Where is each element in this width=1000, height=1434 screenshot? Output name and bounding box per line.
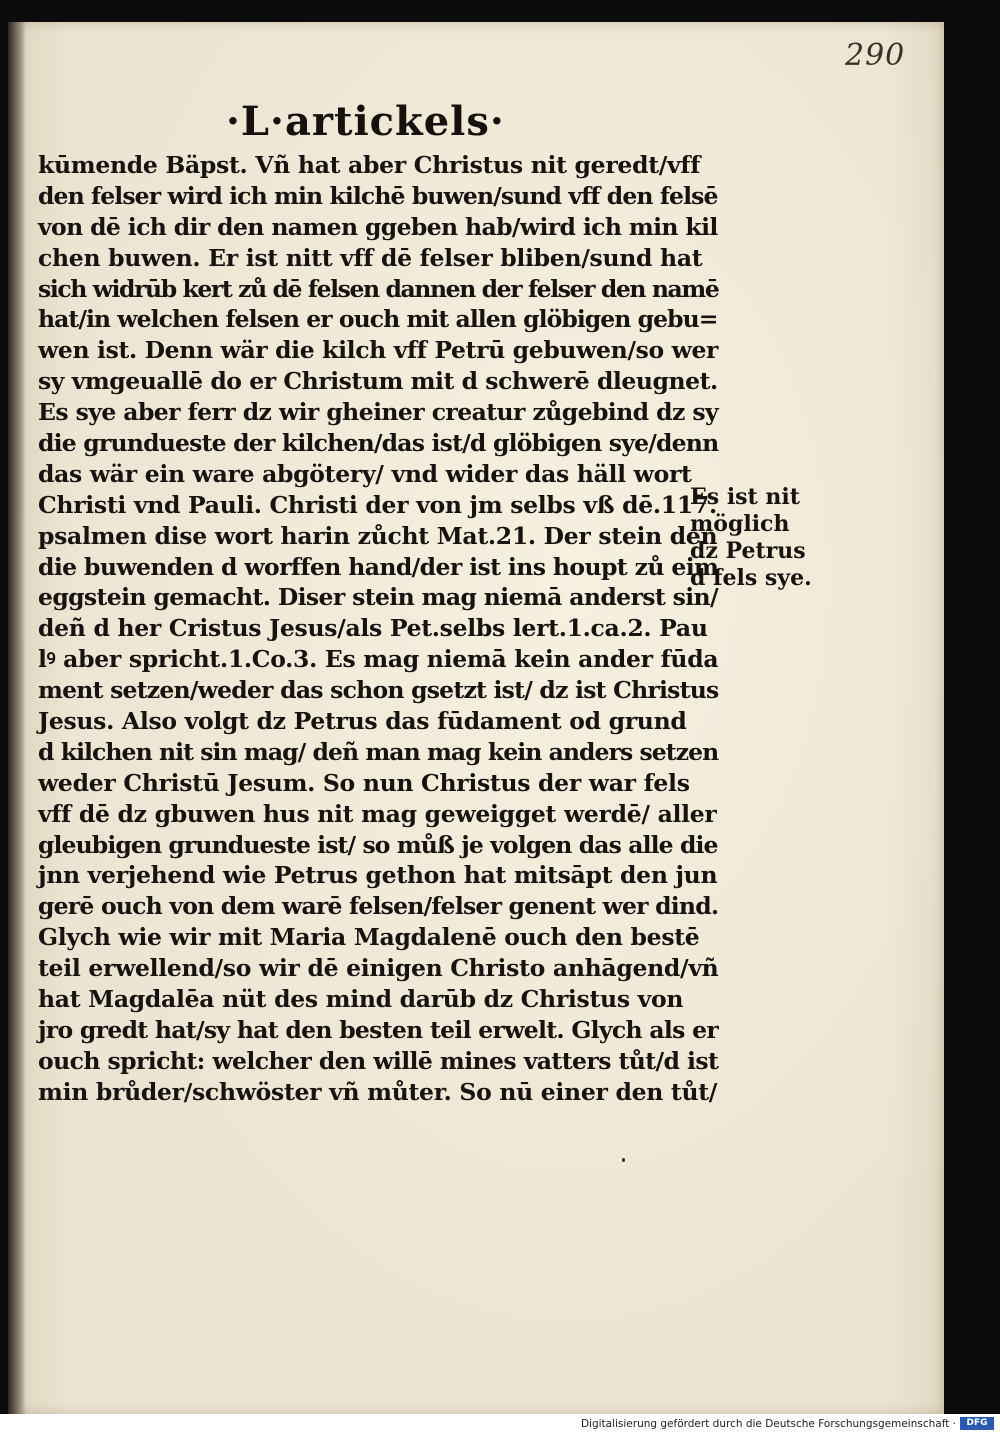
- ink-speck: [622, 1158, 625, 1162]
- text-line: jnn verjehend wie Petrus gethon hat mitsāpt den jun: [38, 861, 718, 890]
- text-line: eggstein gemacht. Diser stein mag niemā anderst sin/: [38, 583, 718, 612]
- text-line: min brůder/schwöster vñ můter. So nū einer den tůt/: [38, 1077, 718, 1106]
- running-heading: ·L·artickels·: [226, 98, 505, 145]
- margin-note: [690, 484, 830, 592]
- text-line: das wär ein ware abgötery/ vnd wider das häll wort: [38, 459, 692, 488]
- text-line: die buwenden d worffen hand/der ist ins houpt zů eim: [38, 552, 719, 581]
- text-line: vff dē dz gbuwen hus nit mag geweigget werdē/ aller: [38, 799, 717, 828]
- text-line: hat/in welchen felsen er ouch mit allen glöbigen gebu=: [38, 305, 718, 334]
- text-line: weder Christū Jesum. So nun Christus der war fels: [38, 768, 690, 797]
- text-line: lꝰ aber spricht.1.Co.3. Es mag niemā kein ander fūda: [38, 645, 719, 674]
- text-line: ouch spricht: welcher den willē mines vatters tůt/d ist: [38, 1046, 719, 1075]
- margin-note-line: d fels sye.: [690, 565, 812, 591]
- text-line: wen ist. Denn wär die kilch vff Petrū gebuwen/so wer: [38, 336, 719, 365]
- text-line: Christi vnd Pauli. Christi der von jm selbs vß dē.117.: [38, 490, 717, 519]
- text-line: Glych wie wir mit Maria Magdalenē ouch den bestē: [38, 923, 700, 952]
- text-line: chen buwen. Er ist nitt vff dē felser bliben/sund hat: [38, 243, 703, 272]
- funding-credit: Digitalisierung gefördert durch die Deutsche Forschungsgemeinschaft ·: [580, 1418, 956, 1430]
- text-line: sy vmgeuallē do er Christum mit d schwerē dleugnet.: [38, 367, 718, 396]
- text-line: gerē ouch von dem warē felsen/felser genent wer dind.: [38, 892, 719, 921]
- text-line: Es sye aber ferr dz wir gheiner creatur zůgebind dz sy: [38, 398, 719, 427]
- text-line: ment setzen/weder das schon gsetzt ist/ dz ist Christus: [38, 676, 719, 705]
- text-line: hat Magdalēa nüt des mind darūb dz Christus von: [38, 985, 684, 1014]
- text-line: den felser wird ich min kilchē buwen/sund vff den felsē: [38, 181, 718, 210]
- text-line: sich widrūb kert zů dē felsen dannen der felser den namē: [38, 274, 719, 303]
- dfg-logo: DFG: [960, 1417, 994, 1430]
- text-line: teil erwellend/so wir dē einigen Christo anhāgend/vñ: [38, 954, 719, 983]
- text-line: gleubigen grundueste ist/ so můß je volgen das alle die: [38, 830, 718, 859]
- text-line: d kilchen nit sin mag/ deñ man mag kein anders setzen: [38, 737, 719, 766]
- page-gutter: [8, 22, 26, 1414]
- text-line: kūmende Bäpst. Vñ hat aber Christus nit geredt/vff: [38, 151, 701, 179]
- text-line: psalmen dise wort harin zůcht Mat.21. Der stein den: [38, 521, 718, 550]
- text-line: von dē ich dir den namen ggeben hab/wird ich min kil: [38, 212, 718, 241]
- text-line: die grundueste der kilchen/das ist/d glöbigen sye/denn: [38, 429, 719, 458]
- margin-note-line: möglich: [690, 511, 790, 537]
- folio-number: 290: [845, 38, 906, 73]
- body-text: [38, 150, 718, 1108]
- text-line: deñ d her Cristus Jesus/als Pet.selbs lert.1.ca.2. Pau: [38, 614, 708, 643]
- text-line: jro gredt hat/sy hat den besten teil erwelt. Glych als er: [38, 1015, 719, 1044]
- margin-note-line: dz Petrus: [690, 538, 806, 564]
- text-line: Jesus. Also volgt dz Petrus das fūdament od grund: [38, 707, 687, 736]
- margin-note-line: Es ist nit: [690, 484, 800, 510]
